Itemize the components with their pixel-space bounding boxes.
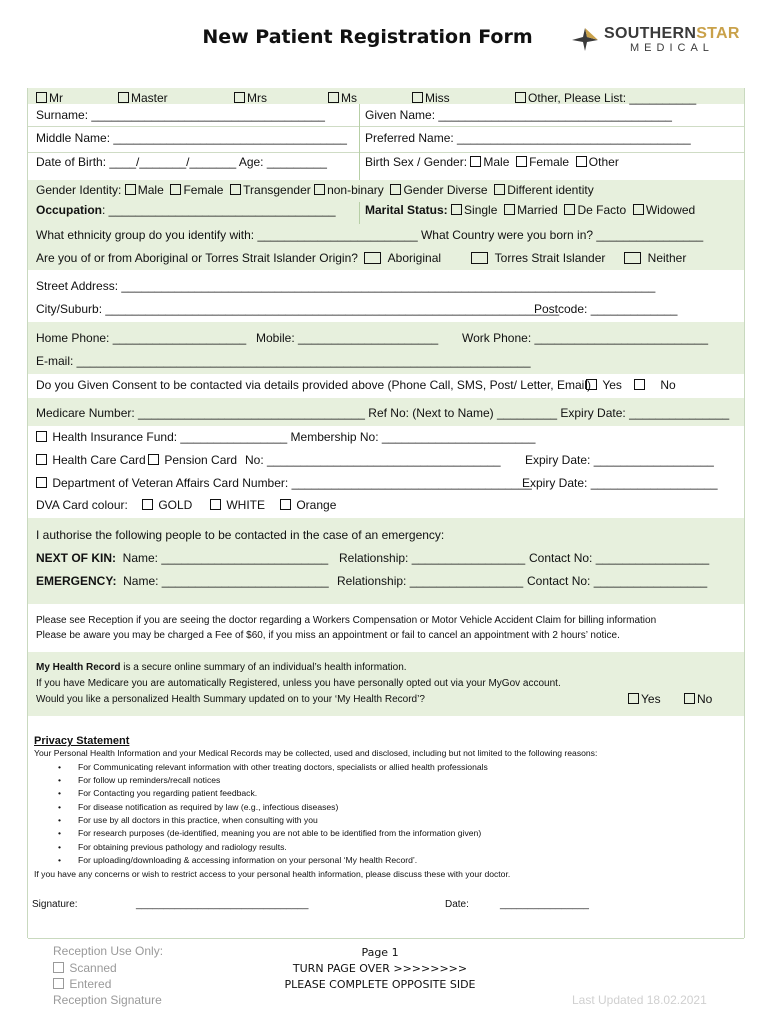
checkbox-icon	[504, 204, 515, 215]
checkbox-icon	[328, 92, 339, 103]
privacy-intro: Your Personal Health Information and your Medical Records may be collected, used and disclosed, including but not limited to the following reasons:	[34, 748, 598, 758]
preferred-name-field[interactable]: Preferred Name: ___________________________________	[365, 131, 691, 145]
checkbox-icon	[53, 978, 64, 989]
dva-expiry-field[interactable]: Expiry Date: ___________________	[522, 476, 718, 490]
marital-status-field: Marital Status: Single Married De Facto Widowed	[365, 203, 696, 217]
checkbox-icon	[516, 156, 527, 167]
checkbox-icon	[36, 92, 47, 103]
sex-male-option[interactable]: Male	[470, 155, 509, 169]
privacy-item: • For research purposes (de-identified, meaning you are not able to be identified from the information given)	[78, 828, 481, 838]
marital-widowed-option[interactable]: Widowed	[629, 203, 695, 217]
privacy-item: • For Communicating relevant information with other treating doctors, specialists or allied health professionals	[78, 762, 488, 772]
checkbox-icon	[148, 454, 159, 465]
mhr-yes-option[interactable]: Yes	[628, 692, 661, 706]
consent-question: Do you Given Consent to be contacted via details provided above (Phone Call, SMS, Post/ Letter, Email)	[36, 378, 591, 392]
checkbox-icon	[390, 184, 401, 195]
privacy-item: • For Contacting you regarding patient feedback.	[78, 788, 257, 798]
turn-page-notice: TURN PAGE OVER >>>>>>>>	[292, 962, 468, 975]
ethnicity-field[interactable]: What ethnicity group do you identify with: ________________________ What Country were you born in? ________________	[36, 228, 704, 242]
checkbox-icon	[142, 499, 153, 510]
checkbox-icon	[280, 499, 291, 510]
consent-yes-option[interactable]: Yes	[586, 378, 622, 392]
title-other-option[interactable]: Other, Please List: __________	[515, 91, 696, 105]
emergency-contact-row[interactable]: EMERGENCY: Name: _________________________	[36, 574, 329, 588]
title-ms-option[interactable]: Ms	[328, 91, 357, 105]
workers-comp-notice: Please see Reception if you are seeing the doctor regarding a Workers Compensation or Motor Vehicle Accident Claim for billing information	[36, 615, 657, 626]
medicare-number-field[interactable]: Medicare Number: __________________________________ Ref No: (Next to Name) _________ Expiry Date: _______________	[36, 406, 730, 420]
page-title: New Patient Registration Form	[202, 26, 533, 48]
checkbox-icon	[634, 379, 645, 390]
sex-other-option[interactable]: Other	[572, 155, 618, 169]
page-number: Page 1	[361, 946, 399, 959]
gender-identity-field: Gender Identity: Male Female Transgender non-binary Gender Diverse Different identity	[36, 183, 594, 197]
occupation-field[interactable]: Occupation: __________________________________	[36, 203, 336, 217]
checkbox-icon	[576, 156, 587, 167]
signature-label: Signature:	[32, 899, 78, 910]
checkbox-icon	[494, 184, 505, 195]
gender-different-option[interactable]: Different identity	[491, 183, 594, 197]
checkbox-icon	[412, 92, 423, 103]
aboriginal-question: Are you of or from Aboriginal or Torres Strait Islander Origin?	[36, 251, 358, 265]
card-expiry-field[interactable]: Expiry Date: __________________	[525, 453, 714, 467]
checkbox-icon	[684, 693, 695, 704]
last-updated: Last Updated 18.02.2021	[572, 993, 707, 1007]
dva-orange-option[interactable]: Orange	[280, 498, 336, 512]
date-line[interactable]: ________________	[500, 899, 589, 910]
surname-field[interactable]: Surname: ___________________________________	[36, 108, 325, 122]
checkbox-icon	[125, 184, 136, 195]
checkbox-icon	[515, 92, 526, 103]
checkbox-icon	[451, 204, 462, 215]
checkbox-icon	[118, 92, 129, 103]
privacy-item: • For uploading/downloading & accessing information on your personal ‘My health Record’.	[78, 855, 417, 865]
title-mrs-option[interactable]: Mrs	[234, 91, 267, 105]
email-field[interactable]: E-mail: ____________________________________________________________________	[36, 354, 531, 368]
dva-colour-label: DVA Card colour:	[36, 498, 128, 512]
consent-no-option[interactable]: No	[634, 378, 676, 392]
entered-option[interactable]: Entered	[53, 977, 111, 991]
dva-gold-option[interactable]: GOLD	[142, 498, 192, 512]
dva-white-option[interactable]: WHITE	[210, 498, 265, 512]
company-logo	[570, 24, 750, 58]
mobile-field[interactable]: Mobile: _____________________	[256, 331, 439, 345]
title-mr-option[interactable]: Mr	[36, 91, 63, 105]
title-master-option[interactable]: Master	[118, 91, 168, 105]
gender-transgender-option[interactable]: Transgender	[227, 183, 311, 197]
title-miss-option[interactable]: Miss	[412, 91, 450, 105]
logo-wordmark: SOUTHERNSTAR	[604, 25, 740, 42]
checkbox-icon	[470, 156, 481, 167]
aboriginal-option[interactable]: Aboriginal	[364, 251, 441, 265]
privacy-item: • For follow up reminders/recall notices	[78, 775, 220, 785]
sex-female-option[interactable]: Female	[513, 155, 569, 169]
checkbox-icon	[36, 454, 47, 465]
checkbox-icon	[170, 184, 181, 195]
privacy-item: • For disease notification as required by law (e.g., infectious diseases)	[78, 802, 338, 812]
reception-use-label: Reception Use Only:	[53, 944, 164, 958]
checkbox-icon	[628, 693, 639, 704]
health-fund-field[interactable]: Health Insurance Fund: ________________ Membership No: _______________________	[36, 430, 535, 444]
reception-signature-label: Reception Signature	[53, 993, 162, 1007]
mhr-question: Would you like a personalized Health Summary updated on to your ‘My Health Record’?	[36, 694, 425, 705]
registration-form	[27, 88, 745, 938]
marital-married-option[interactable]: Married	[501, 203, 558, 217]
checkbox-icon	[364, 252, 381, 264]
emergency-intro: I authorise the following people to be contacted in the case of an emergency:	[36, 528, 445, 542]
city-suburb-field[interactable]: City/Suburb: ____________________________________________________________________	[36, 302, 560, 316]
work-phone-field[interactable]: Work Phone: __________________________	[462, 331, 708, 345]
checkbox-icon	[36, 431, 47, 442]
checkbox-icon	[53, 962, 64, 973]
gender-nonbinary-option[interactable]: non-binary	[314, 183, 384, 197]
missed-fee-notice: Please be aware you may be charged a Fee of $60, if you miss an appointment or fail to cancel an appointment with 2 hours’ notice.	[36, 630, 620, 641]
checkbox-icon	[36, 477, 47, 488]
checkbox-icon	[586, 379, 597, 390]
privacy-heading: Privacy Statement	[34, 735, 130, 747]
nok-contact-field[interactable]: Contact No: _________________	[529, 551, 710, 565]
gender-male-option[interactable]: Male	[125, 183, 164, 197]
given-name-field[interactable]: Given Name: ___________________________________	[365, 108, 672, 122]
checkbox-icon	[633, 204, 644, 215]
pension-card-option[interactable]: Pension Card	[148, 453, 237, 467]
em-contact-field[interactable]: Contact No: _________________	[527, 574, 708, 588]
torres-strait-option[interactable]: Torres Strait Islander	[471, 251, 605, 265]
marital-defacto-option[interactable]: De Facto	[561, 203, 626, 217]
card-number-field[interactable]: No: ___________________________________	[245, 453, 501, 467]
middle-name-field[interactable]: Middle Name: ___________________________________	[36, 131, 347, 145]
checkbox-icon	[230, 184, 241, 195]
privacy-closing: If you have any concerns or wish to restrict access to your personal health information, please discuss these with your doctor.	[34, 869, 511, 879]
gender-female-option[interactable]: Female	[167, 183, 223, 197]
dob-field[interactable]: Date of Birth: ____/_______/_______ Age: _________	[36, 155, 327, 169]
em-relationship-field[interactable]: Relationship: _________________	[337, 574, 524, 588]
health-care-card-option[interactable]: Health Care Card	[36, 453, 146, 467]
postcode-field[interactable]: Postcode: _____________	[534, 302, 678, 316]
checkbox-icon	[314, 184, 325, 195]
scanned-option[interactable]: Scanned	[53, 961, 117, 975]
logo-subtitle: MEDICAL	[630, 42, 714, 54]
star-arrow-logo-icon	[570, 26, 600, 52]
nok-relationship-field[interactable]: Relationship: _________________	[339, 551, 526, 565]
mhr-no-option[interactable]: No	[684, 692, 712, 706]
checkbox-icon	[234, 92, 245, 103]
privacy-item: • For use by all doctors in this practice, when consulting with you	[78, 815, 318, 825]
home-phone-field[interactable]: Home Phone: ____________________	[36, 331, 247, 345]
marital-single-option[interactable]: Single	[451, 203, 497, 217]
neither-option[interactable]: Neither	[624, 251, 686, 265]
privacy-item: • For obtaining previous pathology and radiology results.	[78, 842, 287, 852]
gender-diverse-option[interactable]: Gender Diverse	[387, 183, 487, 197]
mhr-line-2: If you have Medicare you are automatically Registered, unless you have personally opted out via your MyGov account.	[36, 678, 561, 689]
checkbox-icon	[471, 252, 488, 264]
street-address-field[interactable]: Street Address: ________________________________________________________________________________	[36, 279, 656, 293]
dva-card-field[interactable]: Department of Veteran Affairs Card Number: ____________________________________	[36, 476, 532, 490]
date-label: Date:	[445, 899, 469, 910]
next-of-kin-row[interactable]: NEXT OF KIN: Name: _________________________	[36, 551, 329, 565]
signature-line[interactable]: _______________________________	[136, 899, 309, 910]
checkbox-icon	[210, 499, 221, 510]
checkbox-icon	[564, 204, 575, 215]
complete-opposite-notice: PLEASE COMPLETE OPPOSITE SIDE	[284, 978, 476, 991]
birth-sex-field: Birth Sex / Gender: Male Female Other	[365, 155, 619, 169]
checkbox-icon	[624, 252, 641, 264]
mhr-line-1: My Health Record is a secure online summary of an individual’s health information.	[36, 662, 407, 673]
